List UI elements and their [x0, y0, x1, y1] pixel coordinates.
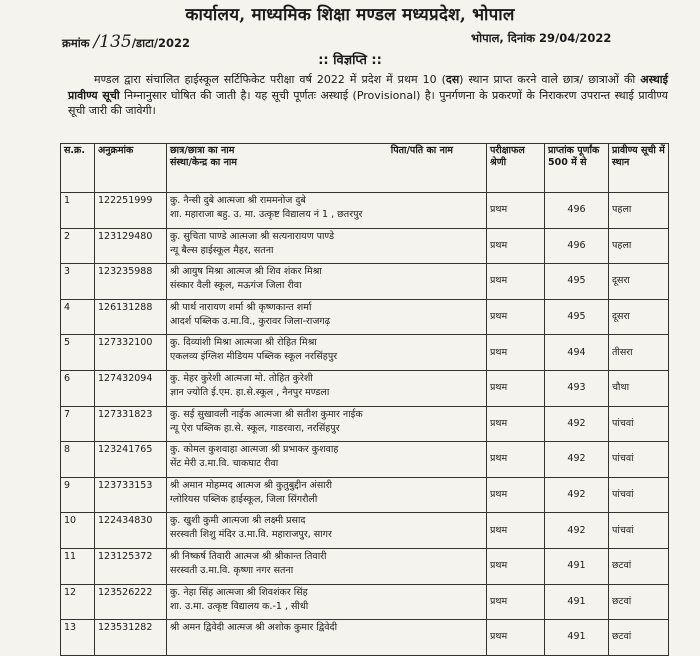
cell-rank: तीसरा — [609, 335, 669, 371]
cell-roll: 127432094 — [95, 370, 167, 406]
cell-sno: 11 — [61, 548, 95, 584]
cell-marks: 492 — [545, 477, 609, 513]
school-name: सरस्वती शिशु मंदिर उ.मा.वि. महाराजपुर, सागर — [170, 529, 332, 541]
cell-sno: 7 — [61, 406, 95, 442]
cell-rank: पांचवां — [609, 406, 669, 442]
school-name: संस्कार वैली स्कूल, मऊगंज जिला रीवा — [170, 280, 302, 292]
cell-name-school — [167, 193, 487, 229]
cell-marks: 492 — [545, 442, 609, 478]
cell-roll: 127331823 — [95, 406, 167, 442]
student-name: कु. नैन्सी दुबे आत्मजा श्री राममनोज दुबे — [170, 195, 306, 206]
table-row — [61, 442, 669, 478]
cell-rank: पांचवां — [609, 442, 669, 478]
school-name: ग्लोरियस पब्लिक हाईस्कूल, जिला सिंगरौली — [170, 493, 318, 505]
reference-number — [62, 32, 190, 52]
cell-roll: 127332100 — [95, 335, 167, 371]
table-row — [61, 299, 669, 335]
school-name: ज्ञान ज्योति ई.एम. हा.से.स्कूल , नैनपुर मण्डला — [170, 386, 330, 398]
table-row — [61, 513, 669, 549]
cell-name-school — [167, 335, 487, 371]
cell-division: प्रथम — [487, 513, 545, 549]
intro-text-2: ) स्थान प्राप्त करने वाले छात्र/ छात्राओं की — [459, 73, 641, 86]
intro-text-1: मण्डल द्वारा संचालित हाईस्कूल सर्टिफिकेट परीक्षा वर्ष 2022 में प्रदेश में प्रथम 10 ( — [94, 73, 446, 86]
cell-marks: 491 — [545, 548, 609, 584]
table-row — [61, 548, 669, 584]
school-name: आदर्श पब्लिक उ.मा.वि., कुरावर जिला-राजगढ़ — [170, 315, 331, 327]
header-sno: स.क्र. — [61, 144, 95, 193]
ref-number: /135 — [93, 32, 132, 52]
cell-name-school — [167, 442, 487, 478]
header-roll: अनुक्रमांक — [95, 144, 167, 193]
intro-bold-2: अस्थाई प्रावीण्य सूची — [68, 73, 669, 102]
cell-marks: 491 — [545, 584, 609, 620]
intro-bold-1: दस — [445, 73, 460, 86]
cell-marks: 492 — [545, 406, 609, 442]
cell-division: प्रथम — [487, 406, 545, 442]
cell-rank: चौथा — [609, 370, 669, 406]
table-header-row — [61, 144, 669, 193]
cell-name-school — [167, 584, 487, 620]
ref-prefix: क्रमांक — [62, 36, 90, 50]
table-row — [61, 228, 669, 264]
cell-sno: 12 — [61, 584, 95, 620]
table-row — [61, 193, 669, 229]
cell-sno: 5 — [61, 335, 95, 371]
cell-division: प्रथम — [487, 335, 545, 371]
cell-rank: पांचवां — [609, 477, 669, 513]
cell-roll: 123241765 — [95, 442, 167, 478]
header-rank: प्रावीण्य सूची में स्थान — [609, 144, 669, 193]
cell-sno: 9 — [61, 477, 95, 513]
intro-text-3: निम्नानुसार घोषित की जाती है। यह सूची पूर्णतः अस्थाई (Provisional) है। पुनर्गणना के प्रकरणों के निराकरण उपरान्त स्थाई प्रावीण्य सूची जारी की जावेगी। — [68, 88, 668, 117]
cell-name-school — [167, 406, 487, 442]
school-name: सरस्वती उ.मा.वि. कृष्णा नगर सतना — [170, 564, 294, 576]
cell-name-school — [167, 620, 487, 656]
intro-paragraph — [68, 72, 668, 119]
cell-roll: 123125372 — [95, 548, 167, 584]
student-name: कु. मेहर कुरेशी आत्मजा मो. तोहित कुरेशी — [170, 372, 313, 384]
cell-sno: 8 — [61, 442, 95, 478]
table-row — [61, 370, 669, 406]
cell-marks: 493 — [545, 370, 609, 406]
table-row — [61, 335, 669, 371]
office-title: कार्यालय, माध्यमिक शिक्षा मण्डल मध्यप्रदेश, भोपाल — [185, 5, 515, 25]
school-name: शा. महाराजा बहु. उ. मा. उत्कृष्ट विद्यालय नं 1 , छतरपुर — [170, 209, 363, 220]
cell-marks: 495 — [545, 264, 609, 300]
table-row — [61, 620, 669, 656]
cell-division: प्रथम — [487, 620, 545, 656]
cell-marks: 492 — [545, 513, 609, 549]
issue-date: भोपाल, दिनांक 29/04/2022 — [471, 31, 612, 45]
cell-marks: 495 — [545, 299, 609, 335]
table-row — [61, 477, 669, 513]
cell-marks: 494 — [545, 335, 609, 371]
cell-rank: पहला — [609, 228, 669, 264]
cell-division: प्रथम — [487, 370, 545, 406]
cell-sno: 4 — [61, 299, 95, 335]
header-student-name: छात्र/छात्रा का नाम — [170, 145, 235, 156]
cell-roll: 122434830 — [95, 513, 167, 549]
cell-rank: छटवां — [609, 584, 669, 620]
student-name: कु. कोमल कुशवाहा आत्मजा श्री प्रभाकर कुशवाह — [170, 444, 339, 456]
cell-division: प्रथम — [487, 228, 545, 264]
cell-roll: 123526222 — [95, 584, 167, 620]
cell-sno: 1 — [61, 193, 95, 229]
cell-division: प्रथम — [487, 193, 545, 229]
cell-division: प्रथम — [487, 477, 545, 513]
cell-division: प्रथम — [487, 442, 545, 478]
cell-rank: छटवां — [609, 548, 669, 584]
table-row — [61, 406, 669, 442]
table-row — [61, 584, 669, 620]
school-name: न्यू बैल्स हाईस्कूल मैहर, सतना — [170, 244, 274, 256]
cell-rank: दूसरा — [609, 264, 669, 300]
cell-rank: दूसरा — [609, 299, 669, 335]
cell-rank: पहला — [609, 193, 669, 229]
school-name: एकलव्य इंग्लिश मीडियम पब्लिक स्कूल नरसिंहपुर — [170, 351, 338, 363]
header-school: संस्था/केन्द्र का नाम — [170, 157, 237, 168]
cell-marks: 491 — [545, 620, 609, 656]
cell-sno: 2 — [61, 228, 95, 264]
cell-sno: 13 — [61, 620, 95, 656]
cell-name-school — [167, 264, 487, 300]
cell-roll: 123235988 — [95, 264, 167, 300]
merit-list-table — [60, 143, 669, 656]
cell-roll: 123531282 — [95, 620, 167, 656]
student-name: कु. सुचिता पाण्डे आत्मजा श्री सत्यनारायण पाण्डे — [170, 230, 335, 242]
cell-marks: 496 — [545, 193, 609, 229]
school-name: सेंट मेरी उ.मा.वि. चाकघाट रीवा — [170, 458, 279, 470]
cell-division: प्रथम — [487, 299, 545, 335]
student-name: श्री अमान मोहम्मद आत्मज श्री कुतुबुद्दीन अंसारी — [170, 479, 332, 491]
cell-sno: 10 — [61, 513, 95, 549]
cell-marks: 496 — [545, 228, 609, 264]
cell-name-school — [167, 548, 487, 584]
cell-division: प्रथम — [487, 264, 545, 300]
cell-name-school — [167, 513, 487, 549]
student-name: श्री अमन द्विवेदी आत्मज श्री अशोक कुमार द्विवेदी — [170, 622, 338, 634]
student-name: कु. खुशी कुमी आत्मजा श्री लक्ष्मी प्रसाद — [170, 515, 306, 527]
header-division: परीक्षाफल श्रेणी — [487, 144, 545, 193]
school-name: न्यू ऐरा पब्लिक हा.से. स्कूल, गाडरवारा, नरसिंहपुर — [170, 422, 340, 434]
cell-name-school — [167, 299, 487, 335]
cell-rank: पांचवां — [609, 513, 669, 549]
student-name: कु. नेहा सिंह आत्मजा श्री शिवशंकर सिंह — [170, 586, 308, 598]
cell-division: प्रथम — [487, 584, 545, 620]
student-name: कु. सई सुखावली नाईक आत्मजा श्री सतीश कुमार नाईक — [170, 408, 363, 420]
cell-sno: 6 — [61, 370, 95, 406]
school-name: शा. उ.मा. उत्कृष्ट विद्यालय क.-1 , सीधी — [170, 600, 309, 612]
cell-sno: 3 — [61, 264, 95, 300]
cell-rank: छटवां — [609, 620, 669, 656]
cell-roll: 123733153 — [95, 477, 167, 513]
cell-name-school — [167, 370, 487, 406]
student-name: श्री पार्थ नारायण शर्मा श्री कृष्णकान्त शर्मा — [170, 301, 312, 313]
student-name: कु. दिव्यांशी मिश्रा आत्मजा श्री रोहित मिश्रा — [170, 337, 317, 349]
ref-suffix: /डाटा/2022 — [131, 36, 191, 50]
header-marks: प्राप्तांक पूर्णांक 500 में से — [545, 144, 609, 193]
cell-roll: 122251999 — [95, 193, 167, 229]
header-name — [167, 144, 487, 193]
notice-heading: :: विज्ञप्ति :: — [318, 53, 382, 68]
cell-name-school — [167, 477, 487, 513]
student-name: श्री आयुष मिश्रा आत्मज श्री शिव शंकर मिश्रा — [170, 266, 322, 278]
cell-roll: 126131288 — [95, 299, 167, 335]
cell-division: प्रथम — [487, 548, 545, 584]
cell-roll: 123129480 — [95, 228, 167, 264]
student-name: श्री निष्कर्ष तिवारी आत्मज श्री श्रीकान्त तिवारी — [170, 550, 327, 562]
header-parent-name: पिता/पति का नाम — [390, 145, 453, 156]
cell-name-school — [167, 228, 487, 264]
table-row — [61, 264, 669, 300]
